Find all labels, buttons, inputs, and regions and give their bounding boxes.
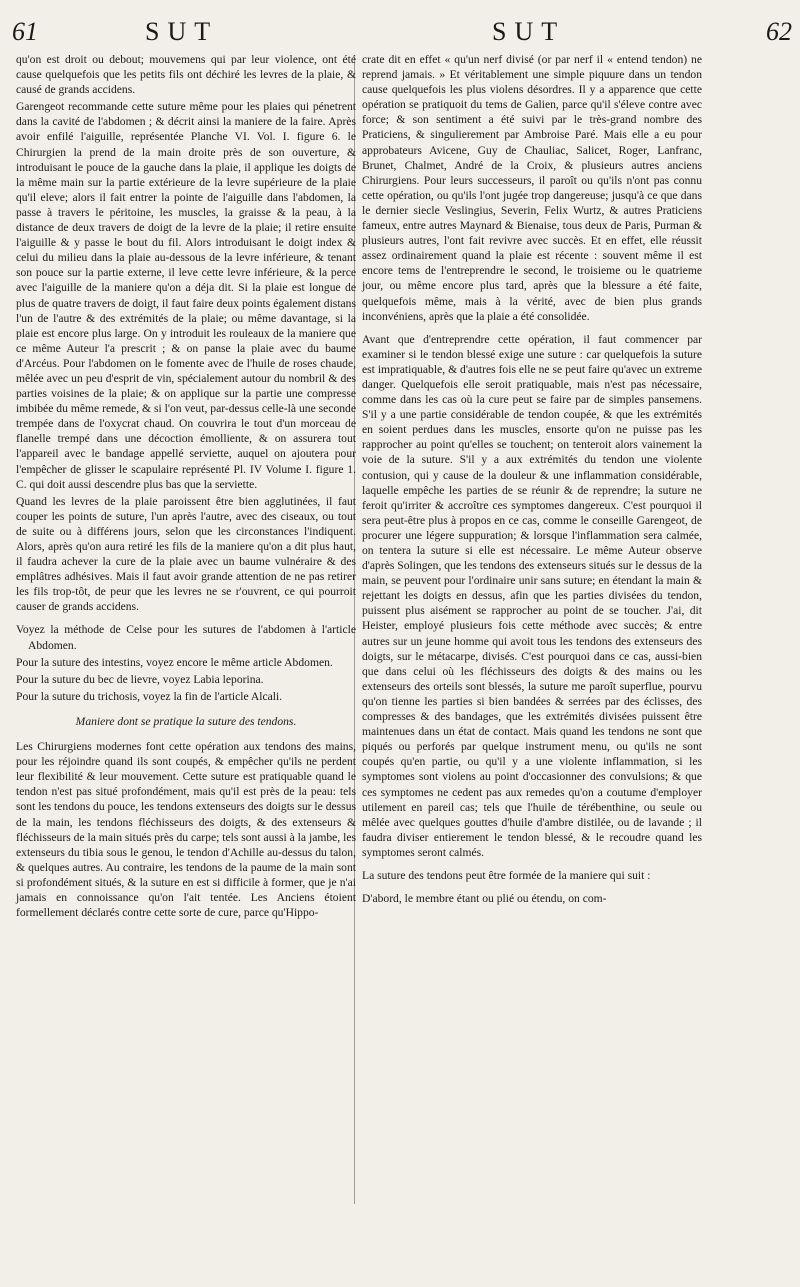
paragraph: qu'on est droit ou debout; mouvemens qui par leur violence, ont été cause quelquefois que les petits fils ont déchiré les levres de la plaie, & causé de grands accidens. [16,53,356,97]
page-number-left: 61 [12,17,38,46]
paragraph: Garengeot recommande cette suture même pour les plaies qui pénetrent dans la cavité de l'abdomen ; & décrit ainsi la maniere de la faire. Après avoir enfilé l'aiguille, représentée Planche VI. Vol. I. figure 6. le Chirurgien la prend de la main droite près de son ouverture, & introduisant le pouce de la gauche dans la plaie, il applique les doigts de la même main sur la partie extérieure de la levre supérieure de la plaie qu'il eleve; alors il fait entrer la pointe de l'aiguille dans l'abdomen, la passe à travers le péritoine, les muscles, la graisse & la peau, à la distance de deux travers de doigt de la levre de la plaie; il retire ensuite l'aiguille & y passe le bout du fil. Alors introduisant le doigt index & celui du milieu dans la plaie au-dessous de la levre inférieure, & tenant son pouce sur la partie externe, il leve cette levre inférieure, & la perce avec l'aiguille de la maniere qu'on a déja dit. Si la plaie est longue de plus de quatre travers de doigt, il faut faire deux points également distans l'un de l'autre & des extrémités de la plaie; ou même davantage, si la plaie est encore plus large. On y introduit les rouleaux de la maniere que ce même Auteur l'a prescrit ; & on panse la plaie avec du baume d'Arcéus. Pour l'abdomen on le fomente avec de l'huile de roses chaude, mêlée avec un peu d'esprit de vin, spécialement autour du nombril & des parties voisines de la plaie; & on applique sur la partie une compresse imbibée du même remede, & si l'on veut, par-dessus celle-là une seconde trempée dans de l'oxycrat chaud. On couvrira le tout d'un morceau de flanelle trempé dans une décoction émolliente, & on assurera tout l'appareil avec le bandage appellé serviette, auquel on ajoutera pour l'empêcher de glisser le scapulaire représenté Pl. IV Volume I. figure 1. C. qui doit aussi descendre plus bas que la serviette. [16,100,356,491]
paragraph: Quand les levres de la plaie paroissent être bien agglutinées, il faut couper les points de suture, l'un après l'autre, avec des ciseaux, ou tout de suite ou à différens jours, selon que les circonstances l'indiquent. Alors, après qu'on aura retiré les fils de la maniere qu'on a dit plus haut, il faudra achever la cure de la plaie avec un baume vulnéraire & des emplâtres adhésives. Mais il faut avoir grande attention de ne pas retirer les fils trop-tôt, de peur que les levres ne se r'ouvrent, ce qui pourroit causer de grands accidens. [16,494,356,614]
paragraph: crate dit en effet « qu'un nerf divisé (or par nerf il « entend tendon) ne reprend jamais. » Et véritablement une simple piquure dans un tendon cause quelquefois les plus violens désordres. Il y a apparence que cette opération se pratiquoit du tems de Galien, parce qu'il s'éleve contre avec force; & son sentiment a été suivi par le très-grand nombre des Praticiens, & singulierement par Ambroise Paré. Mais elle a eu pour approbateurs Avicene, Guy de Chauliac, Salicet, Roger, Lanfranc, Brunet, Chalmet, André de la Croix, & plusieurs autres anciens Chirurgiens. Pour leurs successeurs, il paroît ou qu'ils n'ont pas connu cette opération, ou qu'ils l'ont jugée trop dangereuse; jusqu'à ce que dans le dernier siecle Veslingius, Severin, Felix Wurtz, & autres Praticiens fameux, entre autres Maynard & Bienaise, tous deux de Paris, Purman & plusieurs autres, l'ont fait revivre avec succès. Et en effet, elle réussit assez ordinairement quand la plaie est récente : souvent même il est encore tems de l'entreprendre le second, le troisieme ou le quatrieme jour, ou même encore plus tard, après que la blessure a été faite, quelquefois même, mais à la vérité, avec de bien plus grands inconvéniens, après que la plaie a été consolidée. [362,53,702,323]
running-header [0,14,800,50]
running-head-left: SUT [145,17,219,46]
right-column [362,52,702,908]
paragraph: La suture des tendons peut être formée de la maniere qui suit : [362,868,651,882]
cross-reference: Pour la suture du bec de lievre, voyez Labia leporina. [16,672,264,686]
left-column [16,52,356,922]
paragraph: Avant que d'entreprendre cette opération, il faut commencer par examiner si le tendon blessé exige une suture : car quelquefois la suture est impratiquable, & d'autres fois elle ne se peut faire qu'avec un extreme danger. Quelquefois elle seroit pratiquable, mais n'est pas nécessaire, comme dans les cas où la cure peut se faire par de simples pansemens. S'il y a une partie considérable de tendon coupée, & que les extrémités en soient perdues dans les muscles, ensorte qu'on ne puisse pas les rapprocher au point qu'elles se touchent; on tenteroit alors vainement la voie de la suture. S'il y a aux extrémités du tendon une violente contusion, qui y cause de la douleur & une inflammation considérable, laquelle empêche les parties de se réunir & de reprendre; la suture ne feroit qu'irriter & accroître ces symptomes dangereux. C'est pourquoi il sera peut-être plus à propos en ce cas, comme le conseille Garengeot, de procurer une légere suppuration; & lorsque l'inflammation sera calmée, on tentera la suture si elle est nécessaire. Le même Auteur observe d'après Solingen, que les tendons des extenseurs situés sur le dessus de la main, se peuvent pour l'ordinaire unir sans suture; en étendant la main & rejettant les doigts en dessus, afin que les parties divisées du tendon, puissent plus aisément se rapprocher au point de se toucher. J'ai, dit Heister, employé plusieurs fois cette méthode avec succès; & entre autres sur un jeune homme qui avoit tous les tendons des extenseurs des doigts, sur le métacarpe, divisés. C'est pourquoi dans ce cas, aussi-bien que dans celui où les fléchisseurs des doigts & des mains ou les extenseurs des orteils sont blessés, la suture me paroît superflue, pourvu qu'on tienne les parties si bien bandées & serrées par des éclisses, des compresses & des bandages, que les extrémités divisées puissent être maintenues dans un état de contact. Mais quand les tendons ne sont que piqués ou perforés par quelque instrument menu, ou qu'ils ne sont coupés qu'en partie, ou qu'il y a une violente inflammation, si les symptomes sont violens au point d'occasionner des convulsions; & que ces symptomes ne cedent pas aux remedes qu'on a coutume d'employer utilement en pareil cas; tels que l'huile de térébenthine, ou seule ou mêlée avec quelques gouttes d'huile d'ambre distilée, ou de lavande ; il faudra diviser entierement le tendon blessé, & le recoudre quand les symptomes seront calmés. [362,332,702,859]
paragraph: D'abord, le membre étant ou plié ou étendu, on com- [362,892,607,906]
section-heading: Maniere dont se pratique la suture des tendons. [75,714,297,728]
cross-reference: Pour la suture du trichosis, voyez la fin de l'article Alcali. [16,689,283,703]
paragraph: Les Chirurgiens modernes font cette opération aux tendons des mains, pour les réjoindre quand ils sont coupés, & empêcher qu'ils ne perdent leur flexibilité & leur mouvement. Cette suture est pratiquable quand le tendon n'est pas situé profondément, mais qu'il est près de la peau: tels sont les tendons du pouce, les tendons extenseurs des doigts sur le dessus de la main, les tendons fléchisseurs des doigts, & des extenseurs & fléchisseurs de la main situés près du carpe; tels sont aussi à la jambe, les extenseurs du tibia sous le genou, le tendon d'Achille au-dessus du talon, & quelques autres. Au contraire, les tendons de la paume de la main sont si profondément situés, & la suture en est si difficile à former, que je n'ai jamais en connoissance qu'on l'ait tentée. Les Anciens étoient formellement déclarés contre cette sorte de cure, parce qu'Hippo- [16,740,356,920]
running-head-right: SUT [492,17,566,46]
cross-reference: Pour la suture des intestins, voyez encore le même article Abdomen. [16,655,333,669]
page-number-right: 62 [766,17,792,46]
cross-reference: Voyez la méthode de Celse pour les sutures de l'abdomen à l'article Abdomen. [16,623,356,652]
